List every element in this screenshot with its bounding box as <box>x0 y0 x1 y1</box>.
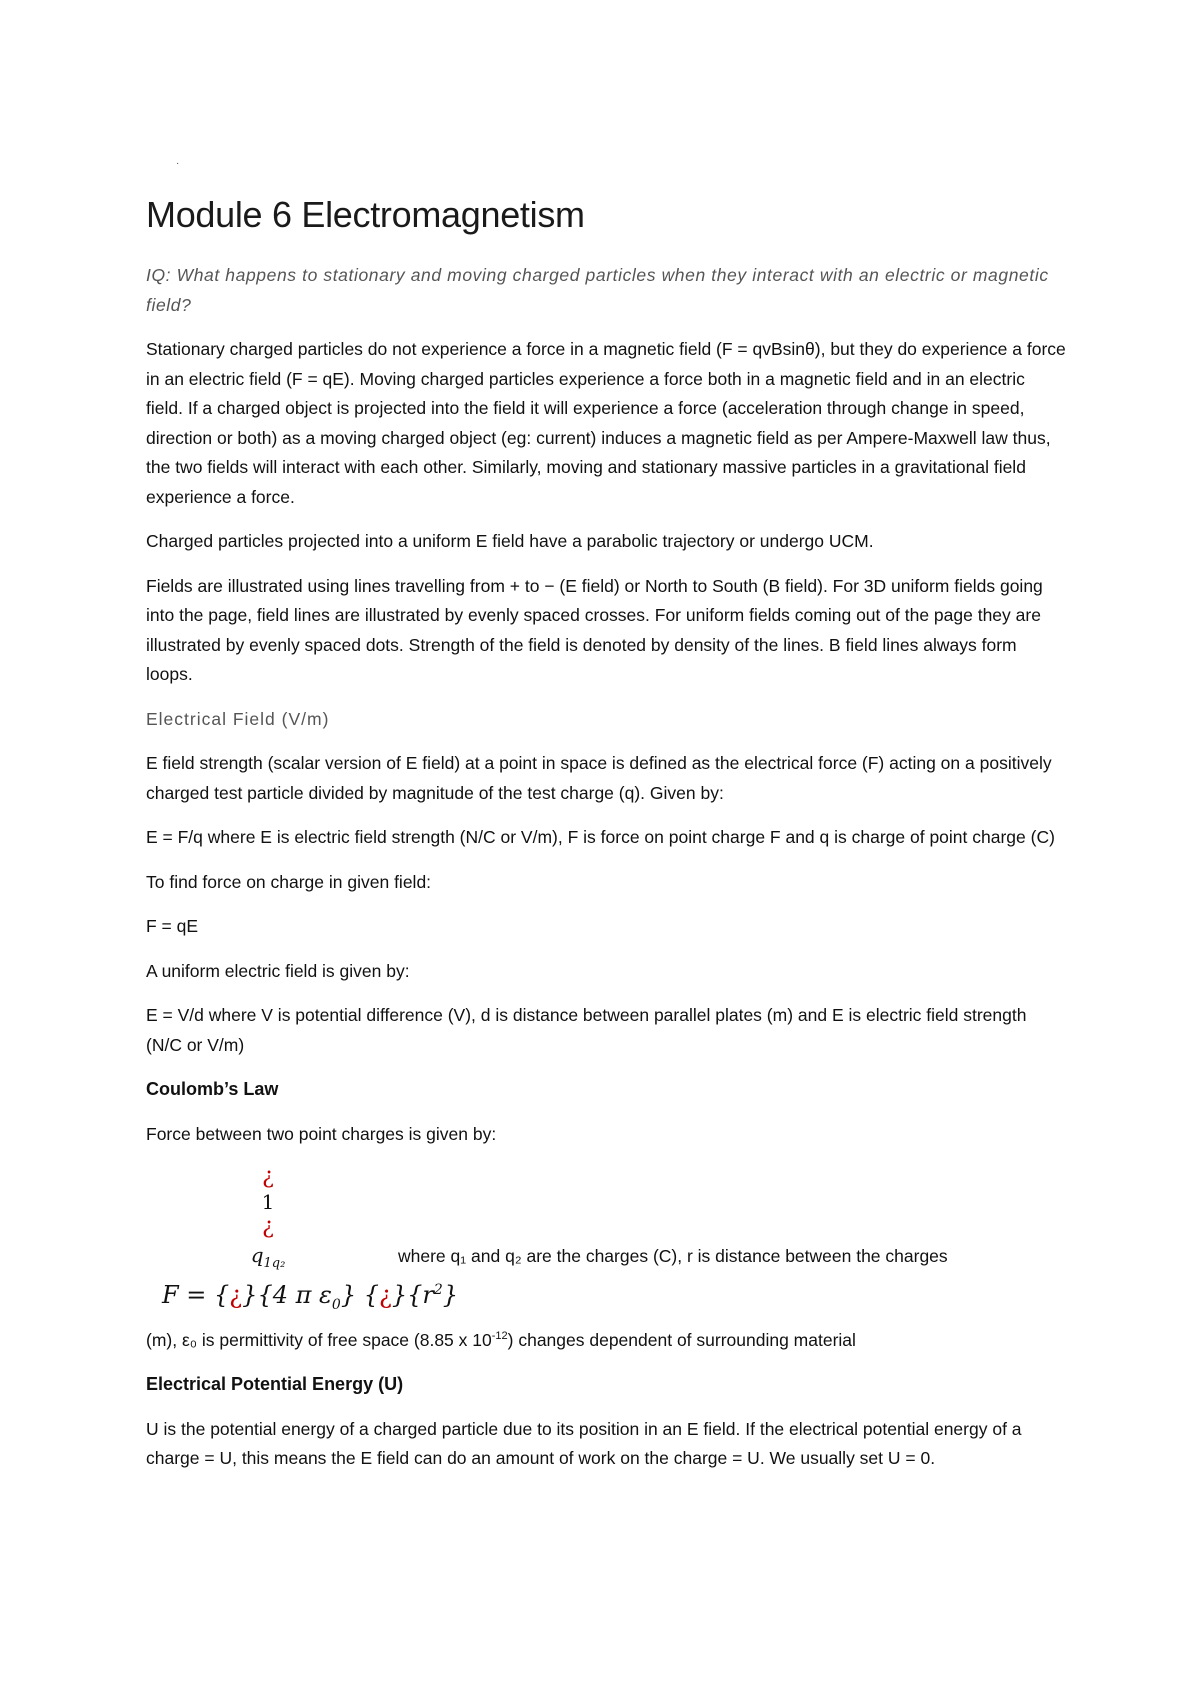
corner-mark: · <box>176 158 180 169</box>
equation-f-equals-qe: F = qE <box>146 916 199 936</box>
paragraph-permittivity: (m), ε₀ is permittivity of free space (8.85 x $10^{-12}$) changes dependent of surrounding material <box>146 1329 856 1350</box>
formula-where-text: where q₁ and q₂ are the charges (C), r is distance between the charges <box>398 1246 948 1266</box>
heading-potential-energy: Electrical Potential Energy (U) <box>146 1374 404 1395</box>
inquiry-question: IQ: What happens to stationary and moving charged particles when they interact with an electric or magnetic field? <box>146 265 1049 315</box>
paragraph-field-lines: Fields are illustrated using lines travelling from + to − (E field) or North to South (B field). For 3D uniform fields going into the page, field lines are illustrated by evenly spaced crosses. For uniform fields coming out of the page they are illustrated by evenly spaced dots. Strength of the field is denoted by density of the lines. B field lines always form loops. <box>146 575 1043 684</box>
paragraph-e-equals-v-over-d: E = V/d where V is potential difference (V), d is distance between parallel plates (m) and E is electric field strength (N/C or V/m) <box>146 1005 1027 1055</box>
page-title: Module 6 Electromagnetism <box>146 194 585 235</box>
paragraph-e-equals-f-over-q: E = F/q where E is electric field strength (N/C or V/m), F is force on point charge F and q is charge of point charge (C) <box>146 827 1055 847</box>
formula-one: 1 <box>261 1190 275 1214</box>
formula-main-line: F = {¿}{4 π $\varepsilon_0$} $\{¿\}\{r^2\}$ <box>162 1281 459 1313</box>
paragraph-find-force: To find force on charge in given field: <box>146 871 432 892</box>
formula-error-glyph: ¿ <box>262 1164 274 1189</box>
formula-q-term: $q_{1q_2}$ <box>250 1243 286 1271</box>
coulomb-formula <box>146 1164 1066 1324</box>
heading-coulombs-law: Coulomb’s Law <box>146 1079 279 1099</box>
paragraph-trajectory: Charged particles projected into a uniform E field have a parabolic trajectory or undergo UCM. <box>146 531 874 551</box>
paragraph-forces: Stationary charged particles do not experience a force in a magnetic field (F = qvBsinθ), but they do experience a force in an electric field (F = qE). Moving charged particles experience a force both in a magnetic field and in an electric field. If a charged object is projected into the field it will experience a force (acceleration through change in speed, direction or both) as a moving charged object (eg: current) induces a magnetic field as per Ampere-Maxwell law thus, the two fields will interact with each other. Similarly, moving and stationary massive particles in a gravitational field experience a force. <box>146 339 1066 507</box>
paragraph-field-strength: E field strength (scalar version of E field) at a point in space is defined as the electrical force (F) acting on a positively charged test particle divided by magnitude of the test charge (q). Given by: <box>146 753 1052 803</box>
document-body <box>146 261 1066 1489</box>
subheading-electrical-field: Electrical Field (V/m) <box>146 708 330 729</box>
formula-error-glyph: ¿ <box>262 1214 274 1239</box>
paragraph-force-between-charges: Force between two point charges is given by: <box>146 1123 497 1144</box>
formula-numerator-stack <box>248 1164 288 1279</box>
paragraph-potential-energy: U is the potential energy of a charged particle due to its position in an E field. If the electrical potential energy of a charge = U, this means the E field can do an amount of work on the charge = U. We usually set U = 0. <box>146 1418 1022 1469</box>
paragraph-uniform-field: A uniform electric field is given by: <box>146 960 410 981</box>
